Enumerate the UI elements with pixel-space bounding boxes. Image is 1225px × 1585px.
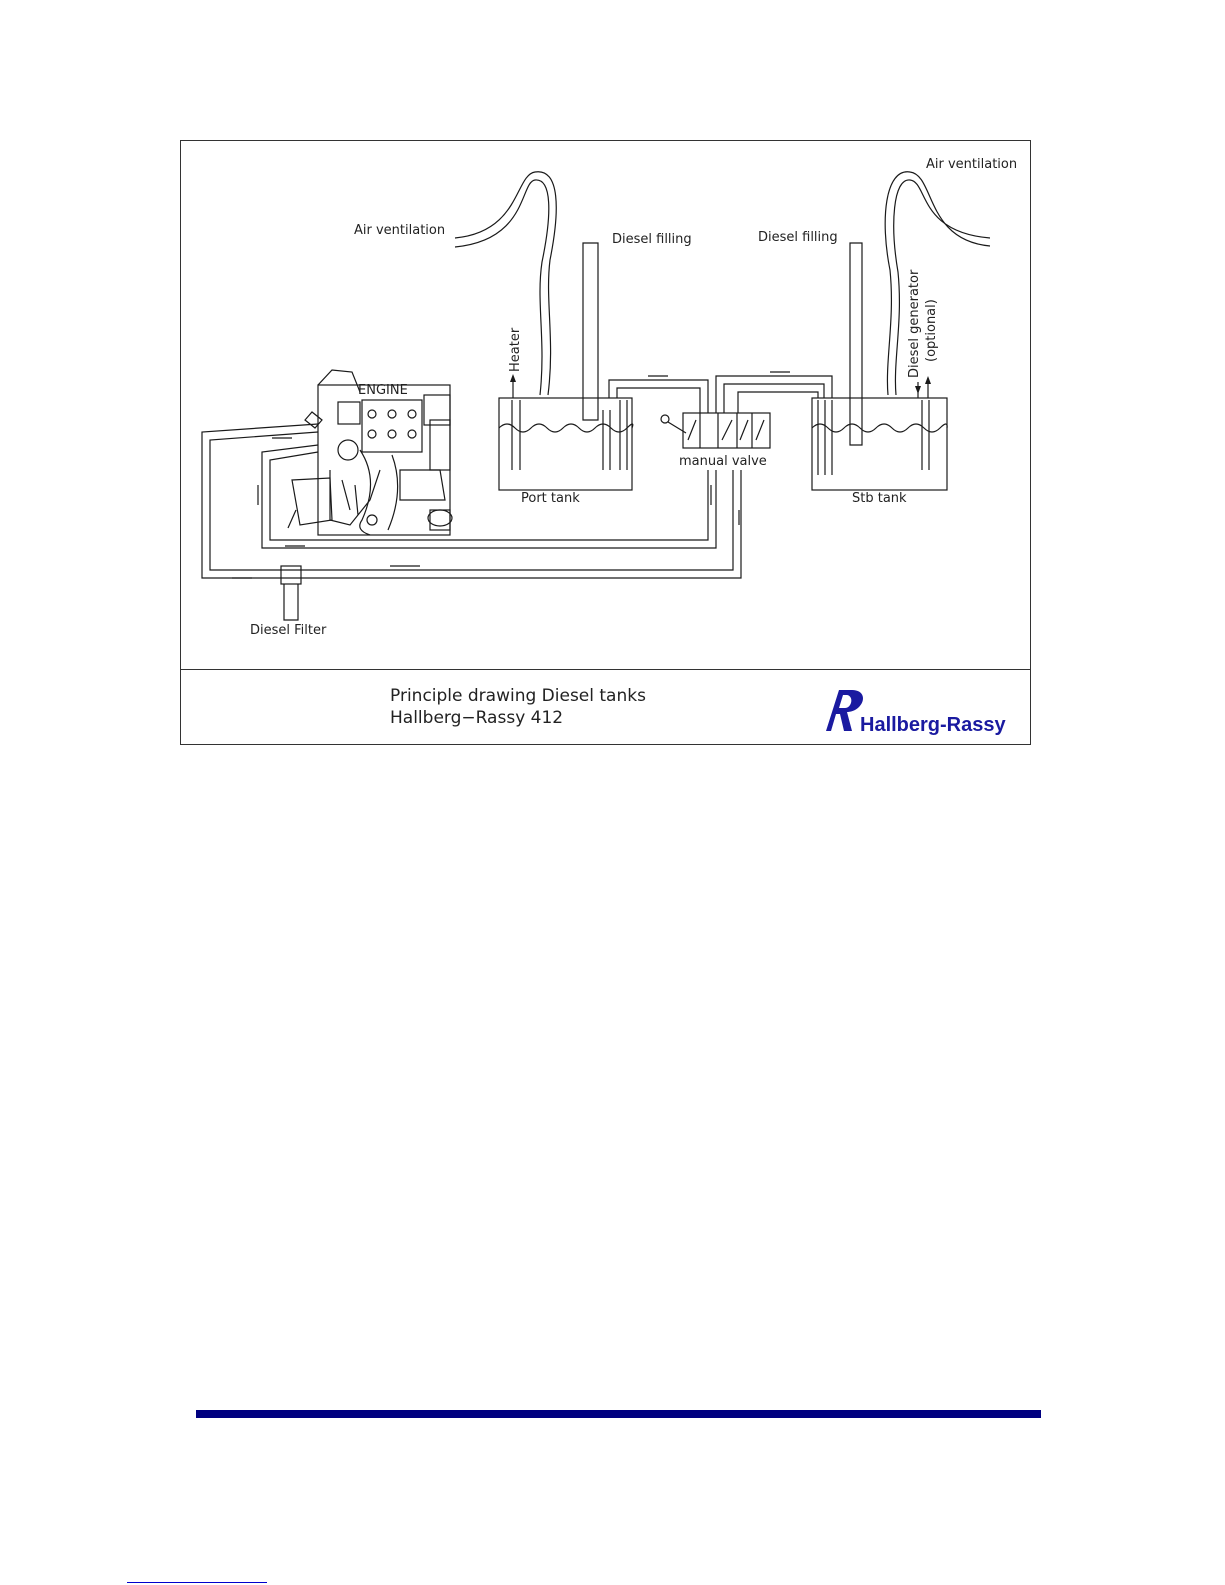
heater-label: Heater (508, 327, 523, 372)
port-tank-label: Port tank (521, 491, 580, 506)
air-ventilation-left-label: Air ventilation (354, 223, 446, 238)
diesel-filling-right-label: Diesel filling (758, 230, 838, 245)
title-line-2: Hallberg−Rassy 412 (390, 708, 564, 728)
manual-valve-label: manual valve (679, 454, 767, 469)
drawing-frame (181, 141, 1031, 745)
footer-link-underline (127, 1582, 267, 1583)
footer-rule (196, 1410, 1041, 1418)
diesel-filter-label: Diesel Filter (250, 623, 327, 638)
optional-label: (optional) (924, 299, 939, 362)
air-ventilation-right-label: Air ventilation (926, 157, 1018, 172)
brand-name: Hallberg-Rassy (860, 714, 1006, 736)
diesel-generator-label: Diesel generator (907, 269, 922, 378)
engine-label: ENGINE (358, 383, 408, 398)
title-line-1: Principle drawing Diesel tanks (390, 686, 646, 706)
stb-tank-label: Stb tank (852, 491, 907, 506)
diesel-filling-left-label: Diesel filling (612, 232, 692, 247)
